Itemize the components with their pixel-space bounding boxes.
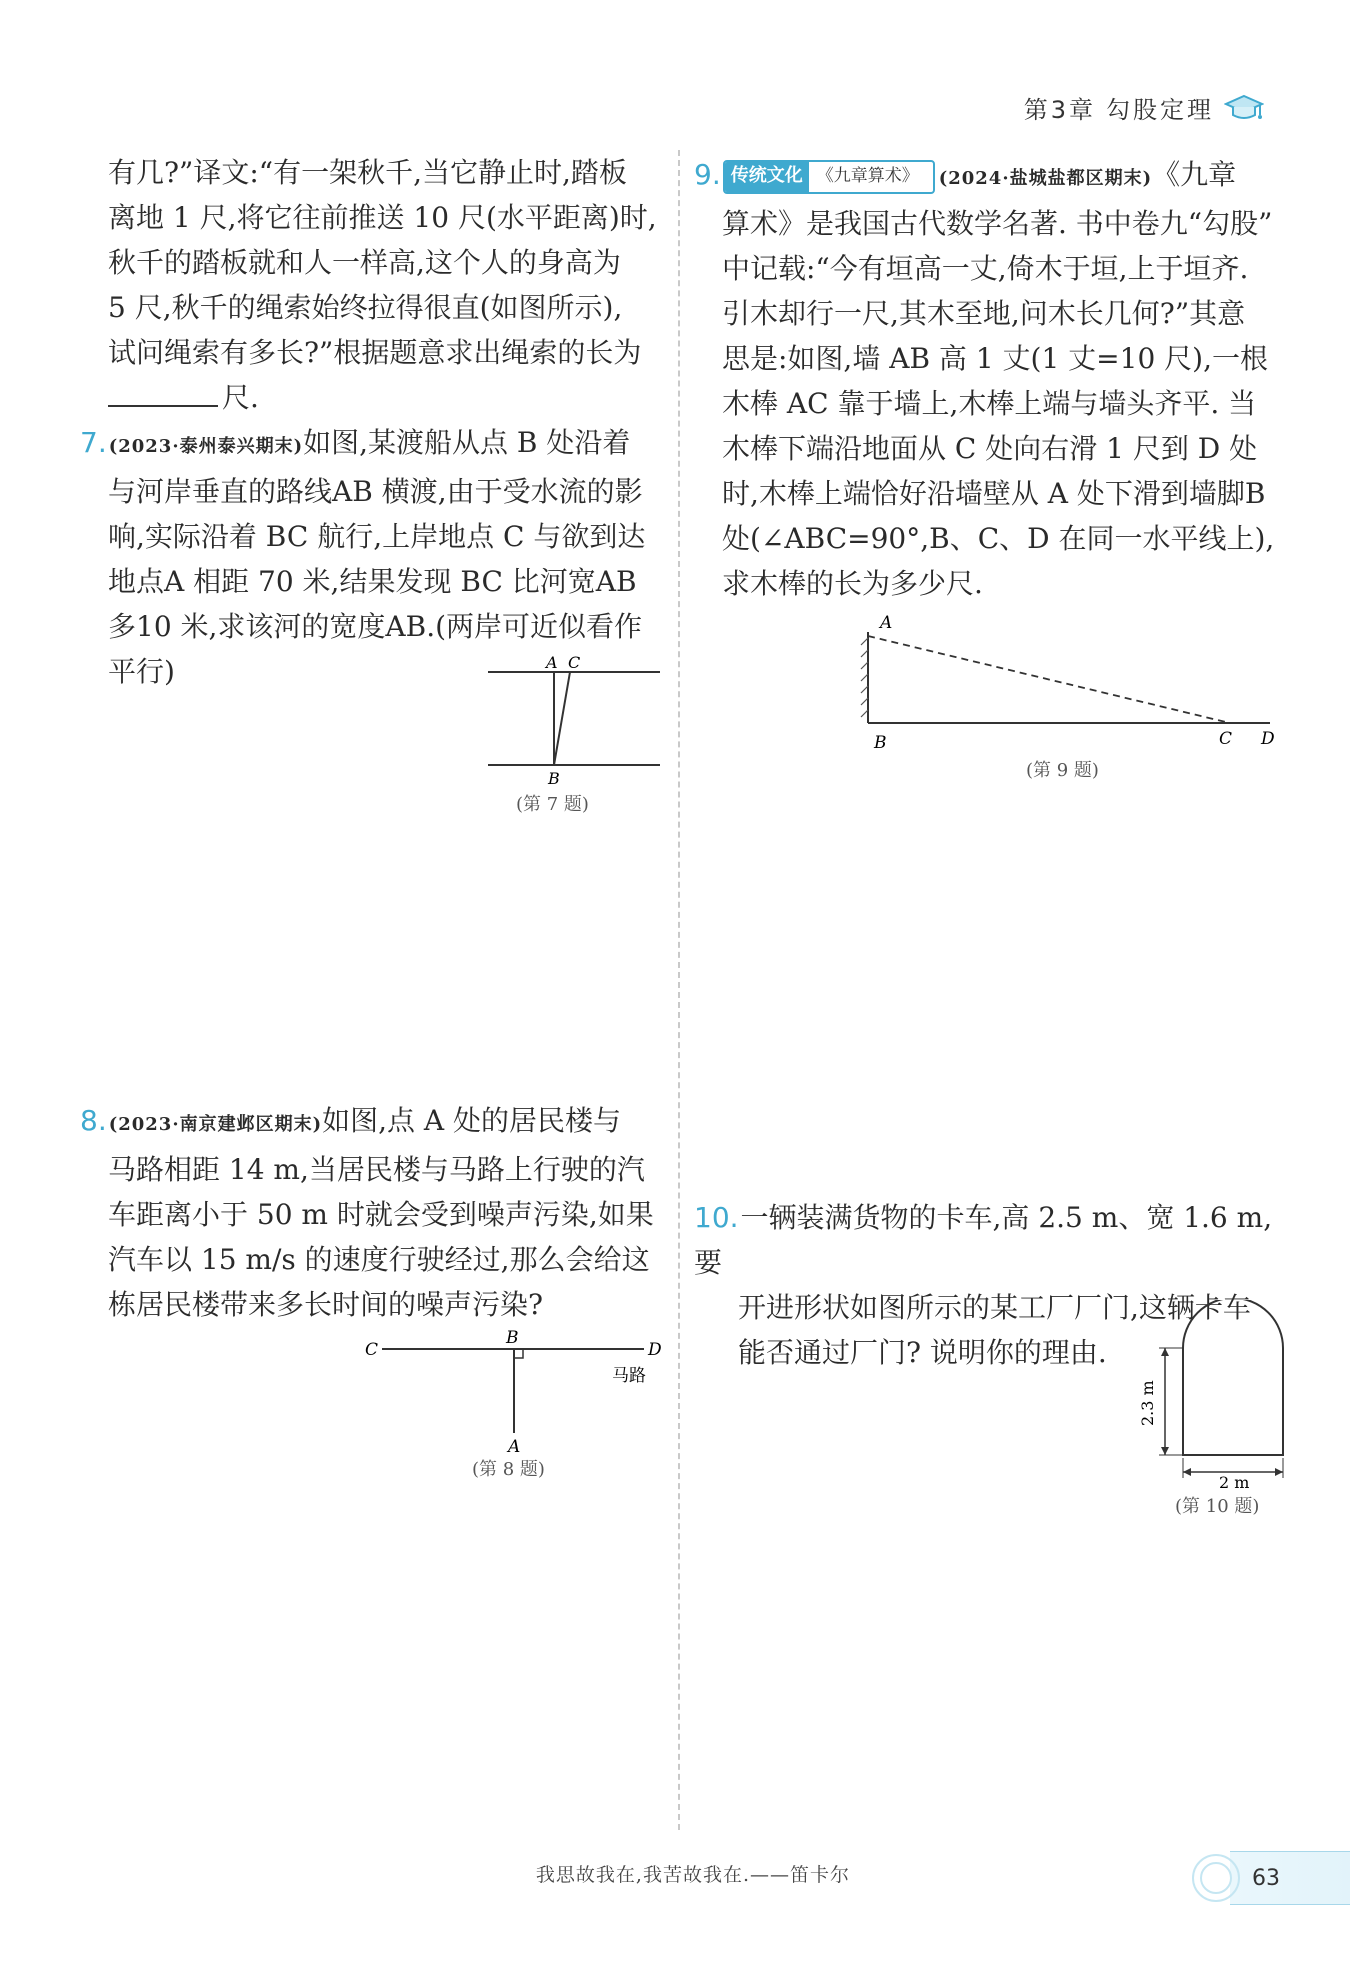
question-8 (80, 1098, 670, 1327)
arrow-left (1183, 1468, 1191, 1476)
question-source: (2023·泰州泰兴期末) (108, 436, 304, 457)
segment-bc (554, 672, 570, 765)
question-9 (694, 152, 1284, 606)
figure-10 (1135, 1300, 1315, 1530)
height-label: 2.3 m (1138, 1380, 1157, 1426)
width-label: 2 m (1219, 1473, 1250, 1492)
q6-answer-suffix: 尺. (222, 381, 259, 414)
q9-line: 中记载:“今有垣高一丈,倚木于垣,上于垣齐. (722, 252, 1249, 285)
q9-line (694, 152, 1284, 201)
arrow-up (1161, 1348, 1169, 1356)
q7-line: 与河岸垂直的路线AB 横渡,由于受水流的影 (108, 475, 643, 508)
figure-9 (850, 610, 1290, 790)
figure-caption: (第 9 题) (1026, 760, 1099, 781)
culture-tag (723, 160, 935, 194)
page-ornament-inner-icon (1200, 1862, 1232, 1894)
figure-caption: (第 7 题) (516, 794, 589, 815)
footer-quote: 我思故我在,我苦故我在.——笛卡尔 (535, 1864, 850, 1886)
q10-line (694, 1195, 1284, 1285)
q9-line: 木棒 AC 靠于墙上,木棒上端与墙头齐平. 当 (722, 387, 1257, 420)
q10-line-text: 一辆装满货物的卡车,高 2.5 m、宽 1.6 m,要 (694, 1201, 1273, 1279)
question-source: (2023·南京建邺区期末) (108, 1114, 323, 1135)
q6-line: 有几?”译文:“有一架秋千,当它静止时,踏板 (108, 156, 627, 189)
q8-line (80, 1098, 670, 1147)
q10-line: 开进形状如图所示的某工厂厂门,这辆卡车 (738, 1291, 1251, 1324)
q9-line: 求木棒的长为多少尺. (722, 567, 983, 600)
point-d-label: D (648, 1340, 662, 1360)
gate-outline (1183, 1300, 1283, 1455)
q7-line: 地点A 相距 70 米,结果发现 BC 比河宽AB (108, 565, 637, 598)
point-d-label: D (1261, 729, 1275, 749)
q6-line: 离地 1 尺,将它往前推送 10 尺(水平距离)时, (108, 201, 657, 234)
column-divider (678, 150, 680, 1830)
question-number: 7. (80, 426, 107, 459)
page-number-bar (1230, 1851, 1350, 1905)
q7-line: 多10 米,求该河的宽度AB.(两岸可近似看作 (108, 610, 643, 643)
point-b-label: B (548, 769, 560, 788)
q8-line: 车距离小于 50 m 时就会受到噪声污染,如果 (108, 1198, 654, 1231)
culture-tag-book: 《九章算术》 (816, 165, 919, 186)
answer-blank[interactable] (108, 379, 218, 407)
road-label: 马路 (612, 1366, 646, 1386)
point-c-label: C (365, 1340, 379, 1360)
chapter-header (1024, 90, 1264, 125)
figure-caption: (第 10 题) (1175, 1496, 1260, 1517)
q7-line (80, 420, 670, 469)
point-c-label: C (568, 653, 581, 672)
q7-line: 平行) (108, 655, 175, 688)
chapter-title: 勾股定理 (1106, 96, 1214, 124)
point-a-label: A (508, 1437, 521, 1457)
point-c-label: C (1219, 729, 1233, 749)
arrow-right (1275, 1468, 1283, 1476)
q6-line: 5 尺,秋千的绳索始终拉得很直(如图所示), (108, 291, 623, 324)
q9-line: 木棒下端沿地面从 C 处向右滑 1 尺到 D 处 (722, 432, 1258, 465)
arrow-down (1161, 1447, 1169, 1455)
q9-line: 算术》是我国古代数学名著. 书中卷九“勾股” (722, 207, 1273, 240)
q8-line: 汽车以 15 m/s 的速度行驶经过,那么会给这 (108, 1243, 650, 1276)
q9-line: 时,木棒上端恰好沿墙壁从 A 处下滑到墙脚B (722, 477, 1266, 510)
q8-line-text: 如图,点 A 处的居民楼与 (322, 1104, 622, 1137)
question-number: 9. (694, 158, 721, 191)
right-angle-mark (514, 1349, 523, 1358)
q7-line: 响,实际沿着 BC 航行,上岸地点 C 与欲到达 (108, 520, 646, 553)
q6-answer-line (108, 375, 668, 420)
question-number: 8. (80, 1104, 107, 1137)
page-number: 63 (1252, 1866, 1280, 1891)
figure-7 (480, 650, 670, 820)
graduation-cap-icon (1224, 93, 1264, 123)
q6-line: 秋千的踏板就和人一样高,这个人的身高为 (108, 246, 621, 279)
point-a-label: A (546, 653, 558, 672)
question-source: (2024·盐城盐都区期末) (938, 168, 1153, 189)
q8-line: 马路相距 14 m,当居民楼与马路上行驶的汽 (108, 1153, 645, 1186)
q8-line: 栋居民楼带来多长时间的噪声污染? (108, 1288, 544, 1321)
q9-line-text: 《九章 (1152, 158, 1237, 191)
point-b-label: B (874, 733, 887, 753)
point-a-label: A (880, 613, 893, 633)
figure-caption: (第 8 题) (472, 1459, 545, 1480)
point-b-label: B (506, 1328, 519, 1348)
q9-line: 思是:如图,墙 AB 高 1 丈(1 丈=10 尺),一根 (722, 342, 1269, 375)
question-number: 10. (694, 1201, 739, 1234)
wall-hatching (861, 638, 868, 717)
question-6-continuation (108, 150, 668, 420)
chapter-label: 第3章 (1023, 96, 1096, 124)
q6-line: 试问绳索有多长?”根据题意求出绳索的长为 (108, 336, 642, 369)
q10-line: 能否通过厂门? 说明你的理由. (738, 1336, 1107, 1369)
figure-8 (360, 1325, 670, 1485)
pole-ac (868, 636, 1230, 723)
q9-line: 处(∠ABC=90°,B、C、D 在同一水平线上), (722, 522, 1275, 555)
q7-line-text: 如图,某渡船从点 B 处沿着 (303, 426, 631, 459)
culture-tag-label: 传统文化 (725, 162, 809, 192)
q9-line: 引木却行一尺,其木至地,问木长几何?”其意 (722, 297, 1246, 330)
